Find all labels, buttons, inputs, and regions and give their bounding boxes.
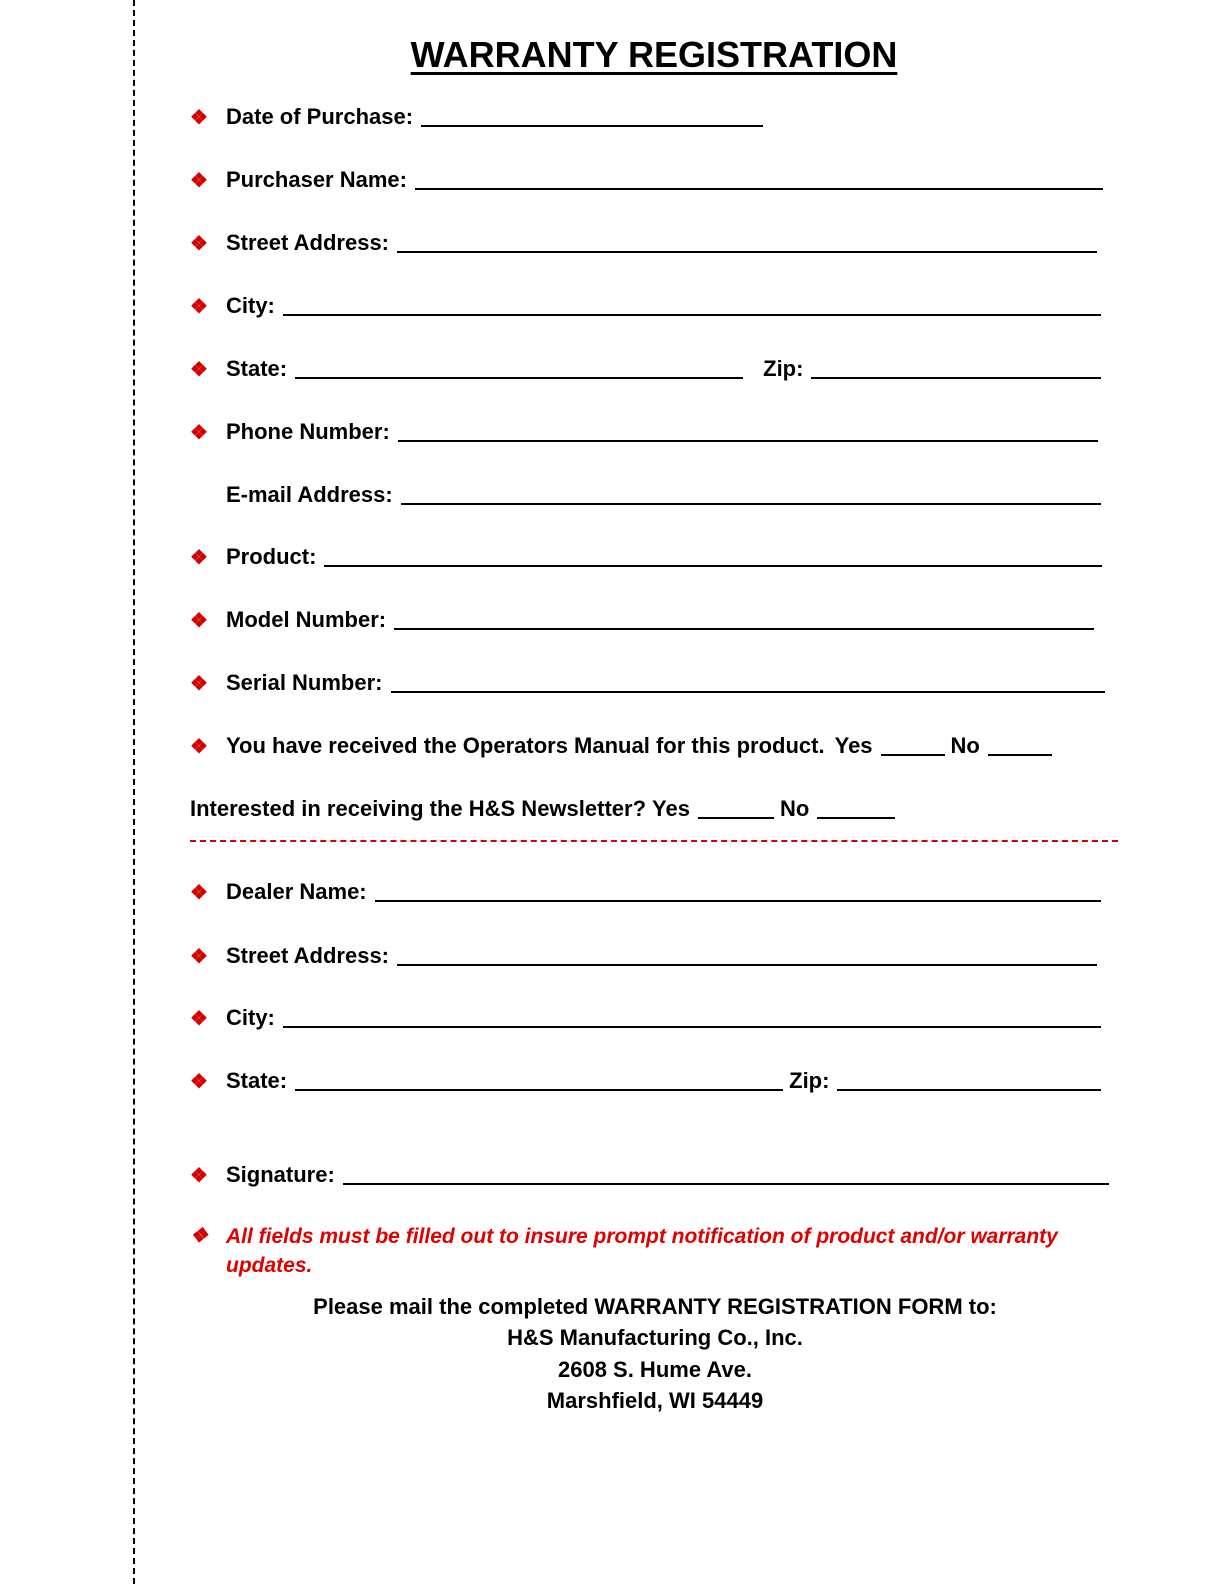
manual-no-label: No	[950, 733, 980, 758]
street-address-field[interactable]	[397, 231, 1097, 253]
phone-number-row	[190, 415, 1098, 445]
serial-number-row	[190, 666, 1105, 696]
operators-manual-label: You have received the Operators Manual for this product.	[226, 733, 825, 758]
state-zip-row	[190, 352, 1101, 382]
required-fields-note	[190, 1222, 1120, 1280]
street-address-label: Street Address:	[226, 230, 390, 255]
cut-line	[133, 0, 135, 1584]
purchaser-name-label: Purchaser Name:	[226, 167, 407, 192]
bullet-icon: ❖	[190, 233, 208, 255]
dealer-state-label: State:	[226, 1068, 288, 1093]
bullet-icon: ❖	[190, 1071, 208, 1093]
section-divider	[190, 840, 1118, 842]
dealer-city-label: City:	[226, 1005, 275, 1030]
newsletter-yes-field[interactable]	[698, 797, 774, 819]
newsletter-yes-label: Yes	[652, 796, 690, 821]
dealer-city-field[interactable]	[283, 1006, 1101, 1028]
model-number-field[interactable]	[394, 608, 1094, 630]
bullet-icon: ❖	[190, 736, 208, 758]
email-address-field[interactable]	[401, 483, 1101, 505]
date-of-purchase-row	[190, 100, 763, 130]
note-text: All fields must be filled out to insure prompt notification of product and/or warranty updates.	[226, 1225, 1058, 1277]
signature-row	[190, 1158, 1109, 1188]
dealer-street-address-field[interactable]	[397, 944, 1097, 966]
state-label: State:	[226, 356, 288, 381]
purchaser-name-field[interactable]	[415, 168, 1103, 190]
serial-number-field[interactable]	[391, 671, 1105, 693]
page-title	[0, 34, 1224, 76]
dealer-zip-label: Zip:	[789, 1068, 830, 1093]
dealer-name-row	[190, 875, 1101, 905]
state-field[interactable]	[295, 357, 743, 379]
dealer-zip-field[interactable]	[837, 1069, 1101, 1091]
model-number-label: Model Number:	[226, 607, 387, 632]
serial-number-label: Serial Number:	[226, 670, 383, 695]
mailing-instructions: Please mail the completed WARRANTY REGISTRATION FORM to:	[313, 1294, 997, 1319]
signature-field[interactable]	[343, 1163, 1109, 1185]
bullet-icon: ❖	[190, 1225, 208, 1247]
bullet-icon: ❖	[190, 422, 208, 444]
manual-yes-field[interactable]	[881, 734, 945, 756]
phone-number-field[interactable]	[398, 420, 1098, 442]
street-address-line: 2608 S. Hume Ave.	[557, 1357, 753, 1382]
dealer-name-field[interactable]	[375, 880, 1101, 902]
operators-manual-row	[190, 729, 1052, 759]
zip-field[interactable]	[811, 357, 1101, 379]
date-of-purchase-label: Date of Purchase:	[226, 104, 414, 129]
product-label: Product:	[226, 544, 317, 569]
bullet-icon: ❖	[190, 547, 208, 569]
date-of-purchase-field[interactable]	[421, 105, 763, 127]
city-state-zip-line: Marshfield, WI 54449	[546, 1388, 764, 1413]
bullet-icon: ❖	[190, 946, 208, 968]
city-field[interactable]	[283, 294, 1101, 316]
bullet-icon: ❖	[190, 882, 208, 904]
manual-no-field[interactable]	[988, 734, 1052, 756]
product-field[interactable]	[324, 545, 1102, 567]
city-label: City:	[226, 293, 275, 318]
dealer-name-label: Dealer Name:	[226, 879, 367, 904]
bullet-icon: ❖	[190, 1008, 208, 1030]
phone-number-label: Phone Number:	[226, 419, 390, 444]
newsletter-label: Interested in receiving the H&S Newsletter?	[190, 796, 647, 821]
zip-label: Zip:	[763, 356, 804, 381]
email-address-row	[190, 478, 1101, 508]
newsletter-no-field[interactable]	[817, 797, 895, 819]
dealer-street-address-row	[190, 939, 1097, 969]
signature-label: Signature:	[226, 1162, 335, 1187]
city-row	[190, 289, 1101, 319]
bullet-icon: ❖	[190, 610, 208, 632]
product-row	[190, 540, 1102, 570]
bullet-icon: ❖	[190, 673, 208, 695]
email-address-label: E-mail Address:	[226, 482, 393, 507]
model-number-row	[190, 603, 1094, 633]
manual-yes-label: Yes	[834, 733, 873, 758]
dealer-city-row	[190, 1001, 1101, 1031]
bullet-icon: ❖	[190, 107, 208, 129]
newsletter-no-label: No	[779, 796, 810, 821]
newsletter-row	[190, 792, 895, 822]
dealer-state-zip-row	[190, 1064, 1101, 1094]
bullet-icon: ❖	[190, 296, 208, 318]
dealer-state-field[interactable]	[295, 1069, 783, 1091]
title-text: WARRANTY REGISTRATION	[410, 34, 898, 75]
bullet-icon: ❖	[190, 1165, 208, 1187]
bullet-icon: ❖	[190, 170, 208, 192]
street-address-row	[190, 226, 1097, 256]
bullet-icon: ❖	[190, 359, 208, 381]
dealer-street-address-label: Street Address:	[226, 943, 390, 968]
company-name: H&S Manufacturing Co., Inc.	[507, 1325, 803, 1350]
purchaser-name-row	[190, 163, 1103, 193]
